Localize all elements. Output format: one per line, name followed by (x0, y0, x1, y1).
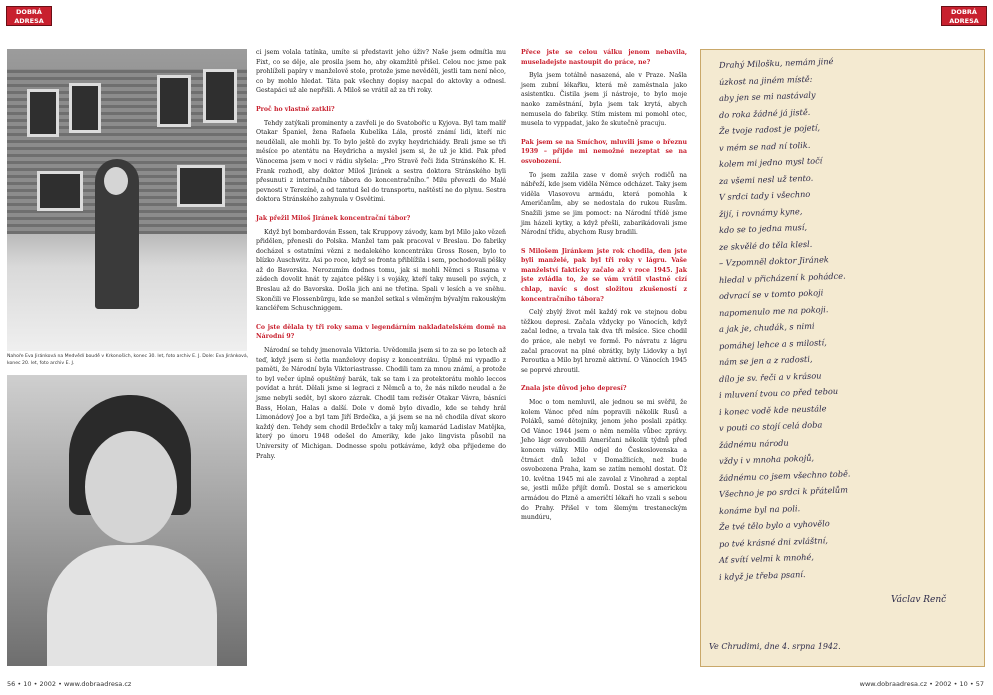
magazine-logo: DOBRÁ ADRESA (6, 6, 52, 26)
photo-girl-house (7, 49, 247, 351)
page-footer-left: 56 • 10 • 2002 • www.dobraadresa.cz (7, 680, 132, 688)
interview-answer: To jsem zažila zase v domě svých rodičů na nábřeží, kde jsem viděla Němce odcházet. Taky jsem viděla Vlasovovu armádu, která pomohla k Američanům, aby se nedostala do rukou Rusům. Snažili jsme se jim pomoct: na Národní třídě jsme jim házeli kytky, a když přešli, zabarikádovali jsme Národní třídu, abychom Rusy bradili. (521, 171, 687, 237)
letter-line: Všechno je po srdci k přátelům (718, 484, 849, 499)
photo-face (85, 431, 177, 543)
letter-line: žádnému co jsem všechno tobě. (718, 467, 851, 483)
photo-girl-portrait (7, 375, 247, 666)
interview-answer: ci jsem volala tatínka, umíte si představit jeho úživ? Naše jsem odmítla mu Fixt, co se děje, ale prosila jsem ho, aby okamžitě přišel. Celou noc jsme pak prohlíželi papíry v manželově stole, protože jsme nevěděli, jestli tam není něco, co by mohlo hledat. Táta pak všechny dopisy nacpal do aktovky a odnesl. Gestapáci už ale nepřišli. A Miloš se vrátil až za tři roky. (256, 49, 506, 95)
letter-line: V srdci tady i všechno (718, 188, 811, 202)
letter-line: za všemi nesl už tento. (718, 172, 814, 186)
letter-line: vždy i v mnoha pokojů, (718, 452, 815, 466)
interview-question: S Milošem Jiránkem jste rok chodila, den jste byli manželé, pak byl tři roky v lágru. Vaše manželství fakticky začalo až v roce 1945. Jak jste zvládla to, že se vám vrátil vlastně cizí chlap, navíc s dost složitou zkušeností z koncentračního tábora? (521, 247, 687, 303)
page-footer-right: www.dobraadresa.cz • 2002 • 10 • 57 (859, 680, 984, 688)
letter-line: hledal v přicházení k pohádce. (718, 270, 846, 285)
interview-question: Znala jste důvod jeho depresí? (521, 385, 627, 393)
photo-caption: Nahoře Eva Jiránková na Medvědí boudě v Krkonoších, konec 30. let, foto archiv E. J. Dole: Eva Jiránková, konec 20. let, foto archiv E. J. (7, 354, 249, 366)
letter-line: kdo se to jedna musí, (718, 221, 808, 235)
interview-question: Jak přežil Miloš Jiránek koncentrační tábor? (256, 214, 411, 222)
letter-signature: Václav Renč (891, 595, 947, 605)
letter-line: i když je třeba psaní. (718, 568, 806, 582)
interview-question: Pak jsem se na Smíchov, mluvili jsme o březnu 1939 – přijde mi nemožné nezeptat se na osvobození. (521, 138, 687, 165)
letter-line: dílo je sv. řeči a v krásou (718, 369, 822, 384)
letter-line: ze skvělé do těla klesl. (718, 238, 813, 252)
letter-line: Ať svítí velmi k mnohé, (718, 551, 815, 565)
interview-answer: Celý zbylý život měl každý rok ve stejnou dobu těžkou depresi. Začala vždycky po Vánocích, když začal ledne, a trvala tak dva tři měsíce. Sice chodil do práce, ale nebyl ve formě. Po návratu z lágru začal pracovat na plné obrátky, byly Lidovky a byl Peroutka a Milo byl hrozně aktivní. O Vánocích 1945 se poprvé zhroutil. (521, 309, 687, 374)
letter-line: Že tvé tělo bylo a vyhovělo (718, 518, 830, 532)
interview-answer: Byla jsem totálně nasazená, ale v Praze. Našla jsem zubní lékařku, která mě zaměstnala jako asistentku. Čistila jsem jí nástroje, to bylo moje naoko zaměstnání, byla jsem tak krytá, abych nemusela do fabriky. Stím mistem mi pomohl otec, musela to vyppadat, jako že skutečně pracuju. (521, 72, 687, 128)
interview-question: Co jste dělala ty tři roky sama v legendárním nakladatelském domě na Národní 9? (256, 323, 506, 341)
letter-line: Drahý Milošku, nemám jiné (718, 56, 834, 70)
handwritten-letter (700, 49, 985, 667)
interview-answer: Moc o tom nemluvil, ale jednou se mi svěřil, že kolem Vánoc před ním popravili několik Rusů a Poláků, samé dětojniky, jenom jeho poslali zpátky. Od Vánoc 1944 jsem o něm neměla vůbec zprávy. Jeho lágr osvobodili Američani několik týdnů před koncem války. Milo odjel do Československa a čtrnáct dnů ležel v Domažlicích, než bude osvobozena Praha, kam se zatím nemohl dostat. Ůž 10. května 1945 mi ale zavolal z Vinohrad a zeptal se, jestli může přijít domů. Dostal se s americkou armádou do Plzně a američtí lékaři ho vzali s sebou do Prahy. Přišel v tom šlemým trestaneckým mundúru, (521, 399, 687, 522)
magazine-logo: DOBRÁ ADRESA (941, 6, 987, 26)
letter-line: v mém se nad ní tolik. (718, 139, 811, 153)
interview-answer: Národní se tehdy jmenovala Viktoria. Uvědomila jsem si to za se po letech až teď, když jsem si četla manželovy dopisy z koncentráku. Úplně mi vypadlo z paměti, že Národní byla Viktoriastrasse. Chodili tam za mnou známí, a protože to byl večer úplně opuštěný barák, tak se tam i za protektorátu mohlo leccos povídat a hrát. Dělali jsme si legraci z Němců a to, že nás nikdo neudal a že jsme nebyli sedět, byl skoro zázrak. Chodil tam režisér Otakar Vávra, básníci Bass, Holan, Halas a další. Dole v domě bylo divadlo, kde se tehdy hrál Limonádový Joe a byl tam Jiří Brdečka, a já jsem se na ně chodila dívat skoro každý den. Tehdy sem chodil Brdečkův a taky můj kamarád Ladislav Matějka, který po únoru 1948 odešel do Ameriky, kde jako lingvista působil na University of Michigan. Dodnesse spolu potkáváme, když oba přijedeme do Prahy. (256, 347, 506, 460)
letter-line: do roka žádné já jistě. (718, 106, 811, 120)
letter-line: po tvé krásné dni zvláštní, (718, 534, 829, 549)
interview-answer: Tehdy zatýkali prominenty a zavřeli je do Svatobořic u Kyjova. Byl tam malíř Otakar Španiel, žena Rafaela Kubelíka Lála, prostě známí lidi, kteří nic neudělali, ale mohli by. To bylo ještě do zvyky heydrichiády. Brali jsme se tři měsíce po atentátu na Heydricha a myslel jsem si, že už je klid. Pak před Vánocema jsem v noci v rádiu slyšela: „Pro Stravě řeči žida Stránského K. H. Frank rozhodl, aby doktor Miloš Jiránek a sestra doktora Stránského byli přesunuti z internačního tábora do koncentračního.“ Milu převezli do Malé pevnosti v Terezíně, a od tamtud šel do transportu, naštěstí ne do plynu. Sestra doktora Stránského zahynula v Osvětimi. (256, 119, 506, 204)
letter-line: konáme byl na poli. (718, 502, 801, 516)
letter-date: Ve Chrudimi, dne 4. srpna 1942. (709, 642, 841, 651)
letter-line: Že tvoje radost je pojetí, (718, 122, 821, 136)
letter-line: odvrací se v tomto pokoji (718, 287, 824, 301)
letter-line: pomáhej lehce a s milostí, (718, 336, 827, 351)
interview-question: Proč ho vlastně zatkli? (256, 105, 335, 113)
article-column-1 (256, 48, 506, 668)
article-column-2 (521, 48, 687, 668)
letter-line: i konec vodě kde neustále (718, 402, 827, 417)
interview-answer: Když byl bombardován Essen, tak Kruppovy závody, kam byl Milo jako vězeň přidělen, přenesli do Polska. Manžel tam pak pracoval v Breslau. Do fabriky docházel s ostatními vězni z nedalekého koncentráku Gross Rosen, bylo to blízko Auschwitz. Asi po roce, když se fronta přiblížila i sem, pochodovali pěšky až do Bavorska. Nerozumím dodnes tomu, jak si mohli Němci s Rusama v zádech dovolit hnát ty zajatce pěšky i s vojáky, kteří taky museli po svých, z Breslau až do Bavorska. Došla jich ani ne třetina. Spali v lesích a ve sněhu. Skončili ve Flossenbürgu, kde se manžel setkal s věměným bývalým rakouským kancléřem Schuschniggem. (256, 228, 506, 313)
letter-line: kolem mi jedno mysl točí (718, 155, 823, 169)
letter-line: aby jen se mi nastávaly (718, 89, 816, 103)
letter-line: napomenulo me na pokoji. (718, 303, 829, 318)
letter-line: žádnému národu (718, 437, 789, 450)
letter-line: a jak je, chudák, s nimi (718, 320, 815, 334)
letter-line: žijí, i rovnámy kyne, (718, 205, 803, 219)
letter-line: v pouti co stojí celá doba (718, 419, 823, 433)
letter-line: nám se jen a z radosti, (718, 353, 813, 367)
letter-line: – Vzpomněl doktor Jiránek (718, 254, 829, 268)
letter-line: úzkost na jiném místě: (718, 73, 813, 87)
interview-question: Přece jste se celou válku jenom nebavila, museladejste nastoupit do práce, ne? (521, 49, 687, 66)
letter-line: i mluvení tvou co před tebou (718, 385, 839, 400)
